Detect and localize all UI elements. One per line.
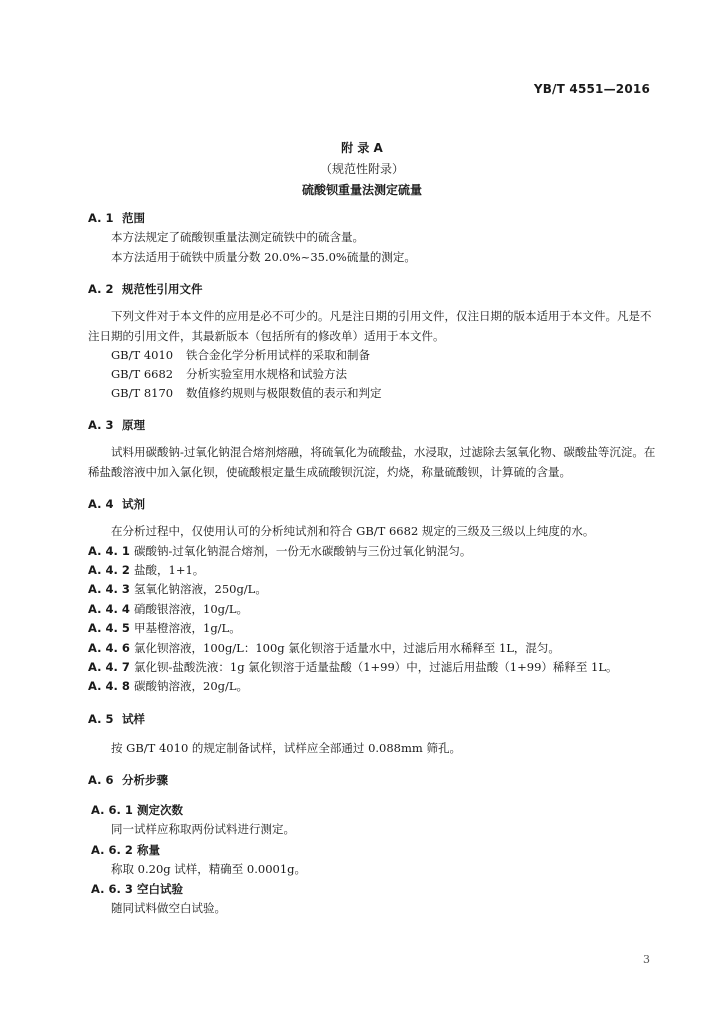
reference-item [88,384,658,403]
section-title: 试样 [122,711,145,726]
annex-label: 附 录 A [341,141,383,155]
subsection-number: A. 6. 3 [91,882,133,897]
section-a5-heading [88,709,658,729]
section-number: A. 6 [88,773,114,788]
reference-item [88,365,658,384]
section-title: 分析步骤 [122,773,168,788]
reagent-item [88,677,658,696]
subsection-a63-heading [88,879,658,899]
subsection-a61-text: 同一试样应称取两份试料进行测定。 [111,822,295,837]
reagent-text: 碳酸钠溶液，20g/L。 [134,679,249,694]
page-number: 3 [643,953,650,966]
section-title: 范围 [122,211,145,225]
section-title: 规范性引用文件 [122,282,203,296]
section-a2-heading [88,279,658,299]
subsection-a63-text: 随同试料做空白试验。 [111,901,226,916]
section-title: 原理 [122,418,145,432]
subsection-number: A. 6. 1 [91,803,133,818]
reagent-text: 盐酸，1+1。 [134,562,205,577]
reference-code: GB/T 8170 [111,386,174,400]
reagents-intro-paragraph: 在分析过程中，仅使用认可的分析纯试剂和符合 GB/T 6682 规定的三级及三级以上纯度的水。 [111,524,595,538]
reagent-text: 氢氧化钠溶液，250g/L。 [134,582,267,597]
sample-paragraph: 按 GB/T 4010 的规定制备试样，试样应全部通过 0.088mm 筛孔。 [111,740,461,755]
reagent-item [88,580,658,599]
reagent-item [88,658,658,677]
reagent-number: A. 4. 6 [88,640,130,655]
reagent-text: 硝酸银溶液，10g/L。 [134,601,249,616]
annex-title: 硫酸钡重量法测定硫量 [301,183,422,197]
reagent-number: A. 4. 2 [88,562,130,577]
annex-heading [0,138,724,201]
standard-number: YB/T 4551—2016 [533,82,650,96]
reagent-item [88,542,658,561]
references-intro-paragraph: 下列文件对于本文件的应用是必不可少的。凡是注日期的引用文件，仅注日期的版本适用于本文件。凡是不注日期的引用文件，其最新版本（包括所有的修改单）适用于本文件。 [88,309,652,343]
reagent-item [88,639,658,658]
scope-paragraph-1: 本方法规定了硫酸钡重量法测定硫铁中的硫含量。 [111,230,364,244]
reagent-text: 甲基橙溶液，1g/L。 [134,621,241,636]
reference-title: 铁合金化学分析用试样的采取和制备 [186,348,370,362]
section-number: A. 5 [88,711,114,726]
section-number: A. 1 [88,211,114,225]
section-title: 试剂 [122,497,145,511]
reference-code: GB/T 6682 [111,367,174,381]
reference-code: GB/T 4010 [111,348,174,362]
reagent-number: A. 4. 5 [88,621,130,636]
reagent-number: A. 4. 7 [88,659,130,674]
reference-item [88,346,658,365]
reagent-number: A. 4. 4 [88,601,130,616]
subsection-title: 测定次数 [137,803,183,818]
reagent-text: 氯化钡-盐酸洗液：1g 氯化钡溶于适量盐酸（1+99）中，过滤后用盐酸（1+99）稀释至 1L。 [134,659,618,674]
document-body [88,208,658,919]
subsection-a61-heading [88,800,658,820]
section-a1-heading [88,208,658,228]
section-a3-heading [88,415,658,435]
section-a4-heading [88,494,658,514]
subsection-a62-text: 称取 0.20g 试样，精确至 0.0001g。 [111,861,307,876]
section-a6-heading [88,770,658,790]
subsection-title: 称量 [137,842,160,857]
section-number: A. 4 [88,497,114,511]
reagent-number: A. 4. 8 [88,679,130,694]
reagent-text: 氯化钡溶液，100g/L：100g 氯化钡溶于适量水中，过滤后用水稀释至 1L，混匀。 [134,640,560,655]
reagent-item [88,600,658,619]
section-number: A. 3 [88,418,114,432]
subsection-a62-heading [88,840,658,860]
reagent-text: 碳酸钠-过氧化钠混合熔剂，一份无水碳酸钠与三份过氧化钠混匀。 [134,543,472,558]
reagent-item [88,561,658,580]
annex-normative-note: （规范性附录） [319,162,404,176]
reference-title: 数值修约规则与极限数值的表示和判定 [186,386,382,400]
principle-paragraph: 试料用碳酸钠-过氧化钠混合熔剂熔融，将硫氧化为硫酸盐，水浸取，过滤除去氢氧化物、碳酸盐等沉淀。在稀盐酸溶液中加入氯化钡，使硫酸根定量生成硫酸钡沉淀，灼烧，称量硫酸钡，计算硫的含量。 [88,445,656,479]
subsection-title: 空白试验 [137,882,183,897]
reagent-item [88,619,658,638]
section-number: A. 2 [88,282,114,296]
reference-title: 分析实验室用水规格和试验方法 [186,367,347,381]
scope-paragraph-2: 本方法适用于硫铁中质量分数 20.0%~35.0%硫量的测定。 [111,249,416,264]
subsection-number: A. 6. 2 [91,842,133,857]
reagent-number: A. 4. 3 [88,582,130,597]
reagent-number: A. 4. 1 [88,543,130,558]
